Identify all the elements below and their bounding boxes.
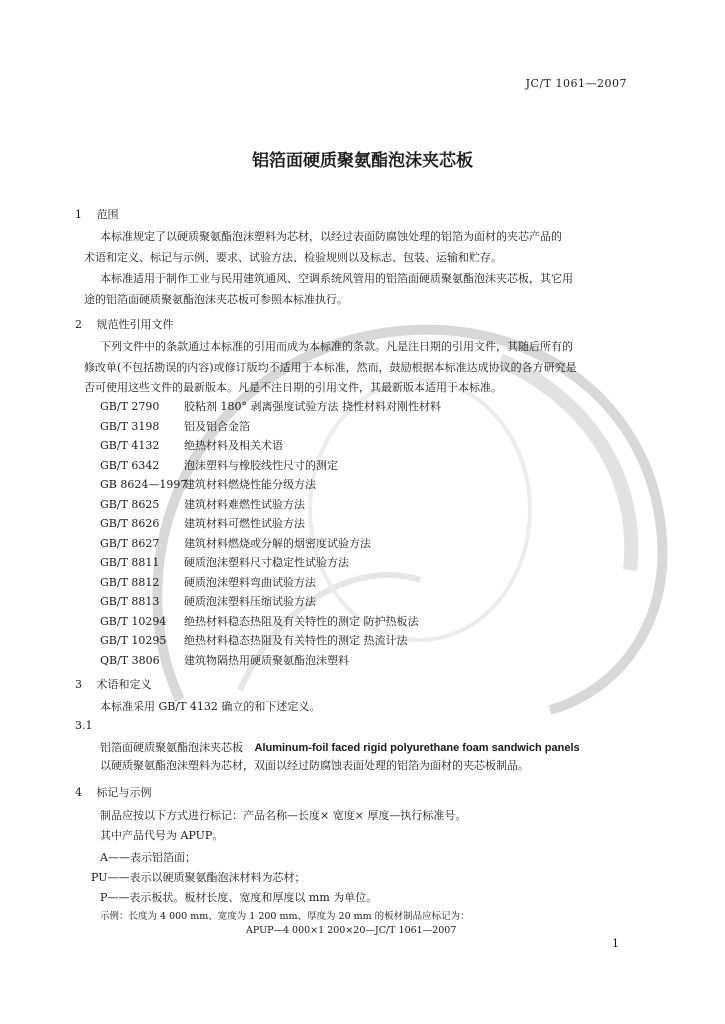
reference-item	[100, 574, 316, 594]
refs-intro-line-2: 修改单(不包括勘误的内容)或修订版均不适用于本标准，然而，鼓励根据本标准达成协议的各方研究是	[84, 361, 577, 374]
ref-name: 绝热材料稳态热阻及有关特性的测定 防护热板法	[184, 615, 419, 628]
term-definition: 以硬质聚氨酯泡沫塑料为芯材，双面以经过防腐蚀表面处理的铝箔为面材的夹芯板制品。	[100, 759, 529, 772]
section-4-heading	[75, 784, 152, 800]
ref-name: 泡沫塑料与橡胶线性尺寸的测定	[184, 459, 338, 472]
ref-code: GB/T 2790	[100, 400, 160, 413]
reference-item	[100, 515, 305, 535]
ref-name: 硬质泡沫塑料尺寸稳定性试验方法	[184, 556, 349, 569]
example-text: 示例：长度为 4 000 mm、宽度为 1 200 mm、厚度为 20 mm 的板材制品应标记为：	[100, 911, 470, 922]
code-meaning-pu: PU——表示以硬质聚氨酯泡沫材料为芯材；	[91, 871, 306, 884]
example-code: APUP—4 000×1 200×20—JC/T 1061—2007	[246, 925, 457, 936]
ref-code: GB/T 10295	[100, 634, 167, 647]
ref-code: GB/T 8813	[100, 595, 160, 608]
term-definition-heading	[100, 739, 580, 755]
section-title: 术语和定义	[96, 678, 152, 691]
ref-code: GB/T 6342	[100, 459, 160, 472]
reference-item	[100, 437, 283, 457]
refs-intro-line-1: 下列文件中的条款通过本标准的引用而成为本标准的条款。凡是注日期的引用文件，其随后所有的	[100, 340, 573, 353]
term-chinese: 铝箔面硬质聚氨酯泡沫夹芯板	[100, 741, 243, 754]
section-number: 1	[75, 208, 82, 221]
ref-name: 铝及铝合金箔	[184, 420, 250, 433]
reference-item	[100, 398, 441, 418]
ref-name: 胶粘剂 180° 剥离强度试验方法 挠性材料对刚性材料	[184, 400, 441, 413]
section-1-heading	[75, 206, 119, 222]
document-title: 铝箔面硬质聚氨酯泡沫夹芯板	[252, 151, 473, 171]
reference-item	[100, 593, 316, 613]
ref-code: GB/T 10294	[100, 615, 167, 628]
refs-intro-line-3: 否可使用这些文件的最新版本。凡是不注日期的引用文件，其最新版本适用于本标准。	[84, 381, 502, 394]
ref-code: GB/T 4132	[100, 439, 160, 452]
ref-name: 硬质泡沫塑料弯曲试验方法	[184, 576, 316, 589]
ref-code: GB/T 8625	[100, 498, 160, 511]
standard-code: JC/T 1061—2007	[525, 77, 627, 90]
ref-name: 硬质泡沫塑料压缩试验方法	[184, 595, 316, 608]
reference-item	[100, 476, 316, 496]
scope-paragraph-1-cont: 术语和定义、标记与示例、要求、试验方法、检验规则以及标志、包装、运输和贮存。	[84, 251, 502, 264]
ref-code: QB/T 3806	[100, 654, 160, 667]
scope-paragraph-2-cont: 途的铝箔面硬质聚氨酯泡沫夹芯板可参照本标准执行。	[84, 293, 348, 306]
section-number: 4	[75, 786, 82, 799]
ref-name: 建筑物隔热用硬质聚氨酯泡沫塑料	[184, 654, 349, 667]
ref-code: GB/T 8627	[100, 537, 160, 550]
section-title: 范围	[96, 208, 119, 221]
marking-rule: 制品应按以下方式进行标记：产品名称—长度× 宽度× 厚度—执行标准号。	[100, 809, 467, 822]
reference-item	[100, 652, 349, 672]
section-2-heading	[75, 316, 174, 332]
code-meaning-p: P——表示板状。板材长度、宽度和厚度以 mm 为单位。	[100, 891, 378, 904]
code-meaning-a: A——表示铝箔面；	[100, 851, 196, 864]
reference-item	[100, 496, 305, 516]
section-number: 2	[75, 318, 82, 331]
ref-code: GB/T 8811	[100, 556, 160, 569]
ref-name: 绝热材料及相关术语	[184, 439, 283, 452]
section-title: 规范性引用文件	[96, 318, 174, 331]
ref-code: GB/T 8626	[100, 517, 160, 530]
reference-item	[100, 535, 371, 555]
term-english: Aluminum-foil faced rigid polyurethane foam sandwich panels	[254, 742, 580, 754]
clause-number: 3.1	[75, 719, 93, 732]
reference-item	[100, 418, 250, 438]
ref-code: GB/T 8812	[100, 576, 160, 589]
ref-code: GB/T 3198	[100, 420, 160, 433]
reference-item	[100, 632, 408, 652]
ref-name: 建筑材料燃烧性能分级方法	[184, 478, 316, 491]
reference-item	[100, 613, 419, 633]
ref-name: 建筑材料可燃性试验方法	[184, 517, 305, 530]
scope-paragraph-2: 本标准适用于制作工业与民用建筑通风、空调系统风管用的铝箔面硬质聚氨酯泡沫夹芯板，其它用	[100, 272, 573, 285]
scope-paragraph-1: 本标准规定了以硬质聚氨酯泡沫塑料为芯材，以经过表面防腐蚀处理的铝箔为面材的夹芯产品的	[100, 230, 562, 243]
section-title: 标记与示例	[96, 786, 152, 799]
product-code-line: 其中产品代号为 APUP。	[100, 829, 224, 842]
ref-name: 绝热材料稳态热阻及有关特性的测定 热流计法	[184, 634, 408, 647]
ref-name: 建筑材料难燃性试验方法	[184, 498, 305, 511]
reference-item	[100, 457, 338, 477]
page-number: 1	[612, 937, 619, 950]
ref-code: GB 8624—1997	[100, 478, 188, 491]
reference-item	[100, 554, 349, 574]
terms-intro: 本标准采用 GB/T 4132 确立的和下述定义。	[100, 700, 321, 713]
ref-name: 建筑材料燃烧或分解的烟密度试验方法	[184, 537, 371, 550]
section-number: 3	[75, 678, 82, 691]
section-3-heading	[75, 676, 152, 692]
